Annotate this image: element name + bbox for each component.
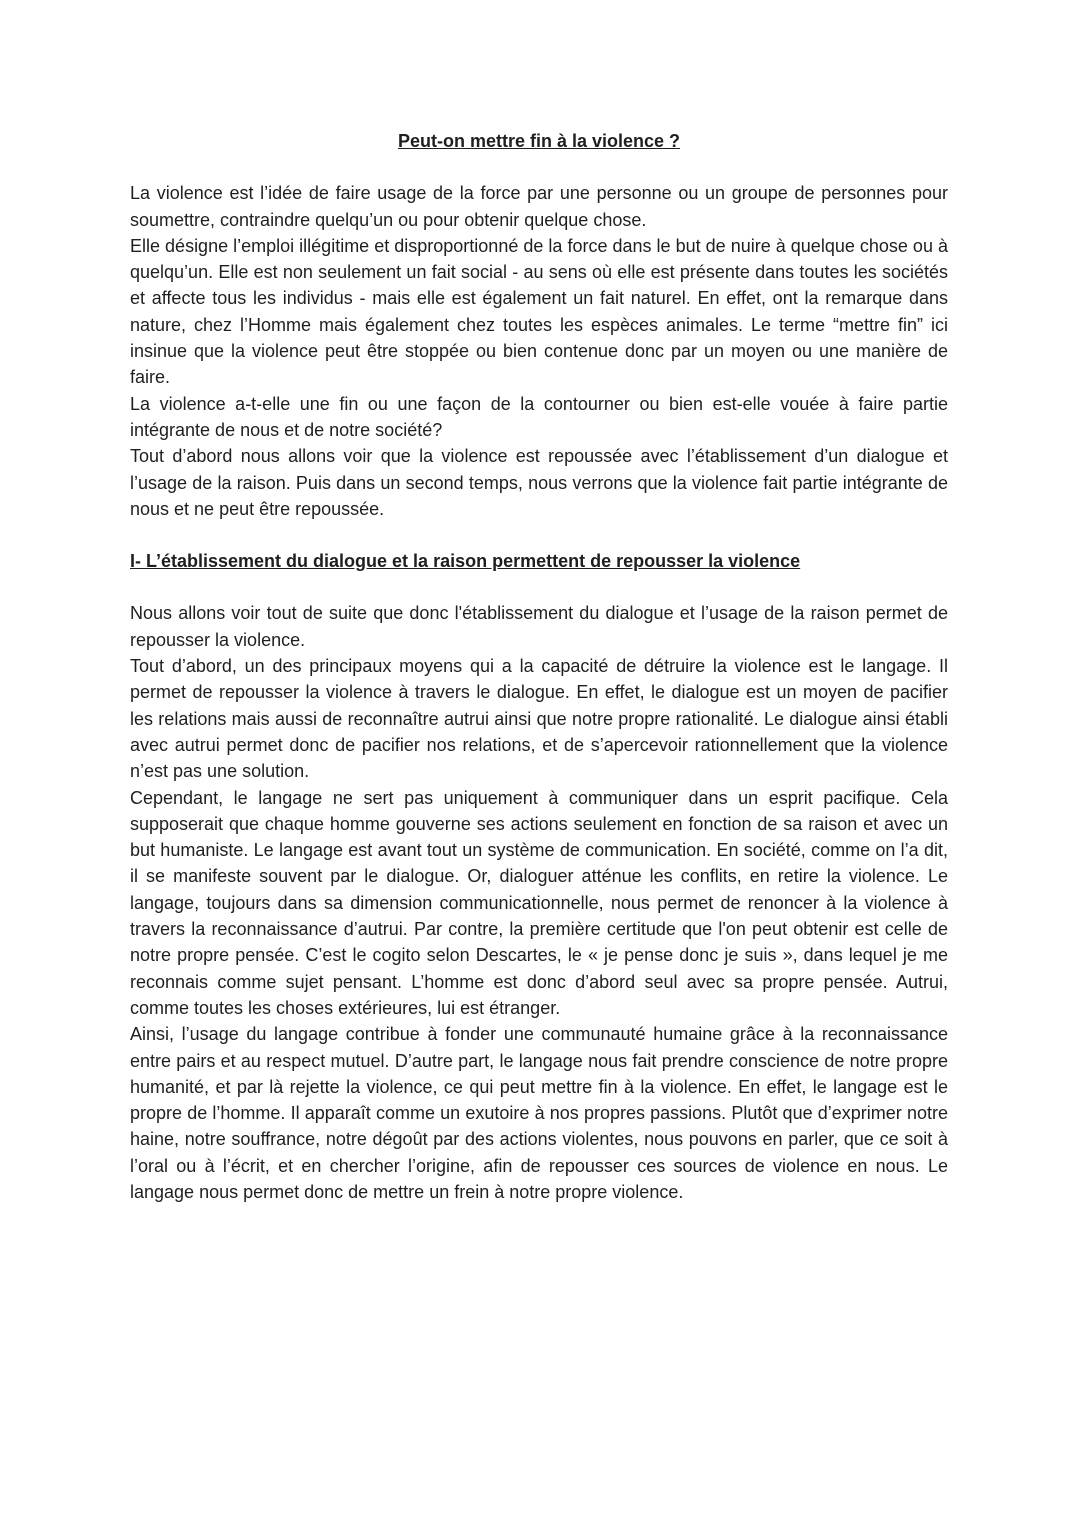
section-1-paragraph-2: Tout d’abord, un des principaux moyens qui a la capacité de détruire la violence est le langage. Il permet de repousser la violence à travers le dialogue. En effet, le dialogue est un moyen de pacifier les relations mais aussi de reconnaître autrui ainsi que notre propre rationalité. Le dialogue ainsi établi avec autrui permet donc de pacifier nos relations, et de s’apercevoir rationnellement que la violence n’est pas une solution. — [130, 656, 948, 782]
intro-paragraph-1: La violence est l’idée de faire usage de la force par une personne ou un groupe de personnes pour soumettre, contraindre quelqu’un ou pour obtenir quelque chose. — [130, 183, 948, 230]
section-1-paragraph-3: Cependant, le langage ne sert pas uniquement à communiquer dans un esprit pacifique. Cela supposerait que chaque homme gouverne ses actions seulement en fonction de sa raison et avec un but humaniste. Le langage est avant tout un système de communication. En société, comme on l’a dit, il se manifeste souvent par le dialogue. Or, dialoguer atténue les conflits, en retire la violence. Le langage, toujours dans sa dimension communicationnelle, nous permet de renoncer à la violence à travers la reconnaissance d’autrui. Par contre, la première certitude que l'on peut obtenir est celle de notre propre pensée. C’est le cogito selon Descartes, le « je pense donc je suis », dans lequel je me reconnais comme sujet pensant. L’homme est donc d’abord seul avec sa propre pensée. Autrui, comme toutes les choses extérieures, lui est étranger. — [130, 787, 948, 1018]
intro-paragraph-2: Elle désigne l’emploi illégitime et disproportionné de la force dans le but de nuire à quelque chose ou à quelqu’un. Elle est non seulement un fait social - au sens où elle est présente dans toutes les sociétés et affecte tous les individus - mais elle est également un fait naturel. En effet, ont la remarque dans nature, chez l’Homme mais également chez toutes les espèces animales. Le terme “mettre fin” ici insinue que la violence peut être stoppée ou bien contenue donc par un moyen ou une manière de faire. — [130, 235, 948, 388]
document-page — [130, 128, 948, 1205]
intro-paragraph-4: Tout d’abord nous allons voir que la violence est repoussée avec l’établissement d’un dialogue et l’usage de la raison. Puis dans un second temps, nous verrons que la violence fait partie intégrante de nous et ne peut être repoussée. — [130, 446, 948, 519]
section-1-paragraph-1: Nous allons voir tout de suite que donc l'établissement du dialogue et l’usage de la raison permet de repousser la violence. — [130, 603, 948, 650]
document-title: Peut-on mettre fin à la violence ? — [397, 131, 681, 151]
intro-paragraph-3: La violence a-t-elle une fin ou une façon de la contourner ou bien est-elle vouée à faire partie intégrante de nous et de notre société? — [130, 393, 948, 440]
section-1-paragraph-4: Ainsi, l’usage du langage contribue à fonder une communauté humaine grâce à la reconnaissance entre pairs et au respect mutuel. D’autre part, le langage nous fait prendre conscience de notre propre humanité, et par là rejette la violence, ce qui peut mettre fin à la violence. En effet, le langage est le propre de l’homme. Il apparaît comme un exutoire à nos propres passions. Plutôt que d’exprimer notre haine, notre souffrance, notre dégoût par des actions violentes, nous pouvons en parler, que ce soit à l’oral ou à l’écrit, et en chercher l’origine, afin de repousser ces sources de violence en nous. Le langage nous permet donc de mettre un frein à notre propre violence. — [130, 1024, 948, 1202]
section-1-heading: I- L’établissement du dialogue et la raison permettent de repousser la violence — [130, 551, 801, 572]
